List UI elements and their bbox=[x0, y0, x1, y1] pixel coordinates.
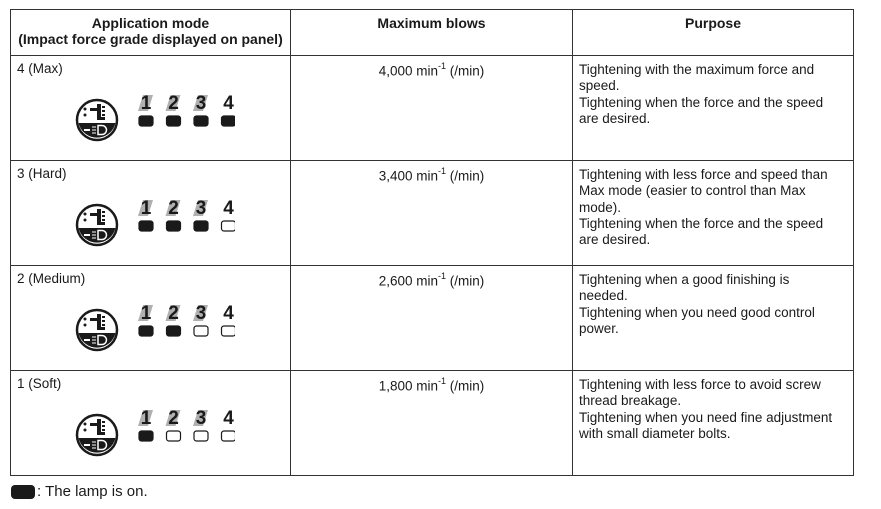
purpose-line: with small diameter bolts. bbox=[579, 425, 731, 441]
lamp-legend bbox=[11, 483, 148, 500]
lamp-on-icon bbox=[167, 326, 181, 336]
lamp-on-icon bbox=[11, 485, 35, 499]
header-maximum-blows: Maximum blows bbox=[291, 10, 573, 56]
lamp-on-icon bbox=[139, 116, 153, 126]
blows-exponent: -1 bbox=[438, 166, 447, 176]
impact-force-panel bbox=[75, 405, 235, 467]
svg-text:2: 2 bbox=[168, 93, 179, 114]
mode-label: 3 (Hard) bbox=[17, 166, 67, 181]
table-row bbox=[11, 56, 854, 161]
impact-force-panel bbox=[75, 195, 235, 257]
lamp-off-icon bbox=[194, 326, 208, 336]
lamp-off-icon bbox=[194, 431, 208, 441]
grade-number-2 bbox=[166, 303, 181, 324]
svg-text:4: 4 bbox=[223, 93, 234, 114]
mode-cell bbox=[11, 266, 291, 371]
purpose-line: thread breakage. bbox=[579, 393, 682, 409]
blows-value: 1,800 min bbox=[378, 378, 439, 394]
blows-unit: (/min) bbox=[446, 378, 485, 394]
grade-number-3 bbox=[193, 408, 208, 429]
svg-text:2: 2 bbox=[168, 408, 179, 429]
header-purpose: Purpose bbox=[573, 10, 854, 56]
grade-number-4 bbox=[223, 408, 234, 429]
mode-label: 2 (Medium) bbox=[17, 271, 86, 286]
mode-button-icon bbox=[77, 310, 117, 350]
svg-text:3: 3 bbox=[195, 408, 207, 429]
svg-text:3: 3 bbox=[195, 303, 207, 324]
lamp-on-icon bbox=[194, 221, 208, 231]
svg-text:3: 3 bbox=[195, 198, 207, 219]
mode-label: 1 (Soft) bbox=[17, 376, 62, 391]
lamp-off-icon bbox=[167, 431, 181, 441]
grade-number-3 bbox=[193, 93, 208, 114]
svg-text:3: 3 bbox=[195, 93, 207, 114]
blows-cell bbox=[291, 56, 573, 161]
lamp-off-icon bbox=[222, 326, 236, 336]
lamp-on-icon bbox=[222, 116, 236, 126]
grade-number-2 bbox=[166, 198, 181, 219]
svg-text:4: 4 bbox=[223, 303, 234, 324]
svg-text:2: 2 bbox=[168, 303, 179, 324]
blows-cell bbox=[291, 266, 573, 371]
purpose-line: Tightening with less force and speed than bbox=[579, 167, 828, 182]
lamp-on-icon bbox=[139, 326, 153, 336]
blows-value: 2,600 min bbox=[378, 273, 439, 289]
grade-number-4 bbox=[223, 93, 234, 114]
lamp-on-icon bbox=[194, 116, 208, 126]
lamp-off-icon bbox=[222, 221, 236, 231]
blows-cell bbox=[291, 371, 573, 476]
purpose-cell bbox=[573, 56, 854, 161]
mode-label: 4 (Max) bbox=[17, 61, 63, 76]
purpose-line: are desired. bbox=[579, 232, 651, 248]
blows-unit: (/min) bbox=[446, 273, 485, 289]
blows-unit: (/min) bbox=[446, 63, 485, 79]
grade-number-3 bbox=[193, 198, 208, 219]
mode-cell bbox=[11, 56, 291, 161]
purpose-cell bbox=[573, 161, 854, 266]
grade-number-1 bbox=[138, 408, 153, 429]
header-application-mode bbox=[11, 10, 291, 56]
purpose-line: Tightening with the maximum force and bbox=[579, 62, 815, 77]
impact-mode-table bbox=[10, 9, 854, 476]
header-mode-line1: Application mode bbox=[91, 15, 210, 31]
lamp-on-icon bbox=[139, 431, 153, 441]
table-row bbox=[11, 371, 854, 476]
blows-exponent: -1 bbox=[438, 61, 447, 71]
grade-number-4 bbox=[223, 198, 234, 219]
blows-unit: (/min) bbox=[446, 168, 485, 184]
purpose-line: Tightening when a good finishing is bbox=[579, 272, 790, 287]
table-row bbox=[11, 161, 854, 266]
lamp-legend-text: : The lamp is on. bbox=[37, 483, 148, 500]
purpose-line: Tightening with less force to avoid screw bbox=[579, 377, 821, 392]
purpose-line: are desired. bbox=[579, 110, 651, 126]
purpose-line: power. bbox=[579, 320, 619, 336]
svg-text:1: 1 bbox=[140, 198, 152, 219]
impact-force-panel bbox=[75, 90, 235, 152]
grade-number-2 bbox=[166, 408, 181, 429]
mode-button-icon bbox=[77, 415, 117, 455]
mode-cell bbox=[11, 371, 291, 476]
blows-value: 4,000 min bbox=[378, 63, 439, 79]
mode-button-icon bbox=[77, 100, 117, 140]
svg-text:1: 1 bbox=[140, 93, 152, 114]
mode-button-icon bbox=[77, 205, 117, 245]
svg-text:4: 4 bbox=[223, 198, 234, 219]
grade-number-1 bbox=[138, 198, 153, 219]
panel-display bbox=[75, 195, 235, 257]
blows-exponent: -1 bbox=[438, 376, 447, 386]
lamp-off-icon bbox=[222, 431, 236, 441]
header-mode-line2: (Impact force grade displayed on panel) bbox=[18, 31, 283, 47]
purpose-line: needed. bbox=[579, 288, 628, 304]
lamp-on-icon bbox=[139, 221, 153, 231]
lamp-on-icon bbox=[167, 116, 181, 126]
svg-text:2: 2 bbox=[168, 198, 179, 219]
svg-text:4: 4 bbox=[223, 408, 234, 429]
grade-number-1 bbox=[138, 303, 153, 324]
purpose-line: Tightening when the force and the speed bbox=[579, 215, 824, 231]
impact-force-panel bbox=[75, 300, 235, 362]
svg-text:1: 1 bbox=[140, 303, 152, 324]
table-header-row bbox=[11, 10, 854, 56]
panel-display bbox=[75, 90, 235, 152]
purpose-cell bbox=[573, 371, 854, 476]
blows-exponent: -1 bbox=[438, 271, 447, 281]
mode-cell bbox=[11, 161, 291, 266]
blows-value: 3,400 min bbox=[378, 168, 439, 184]
lamp-on-icon bbox=[167, 221, 181, 231]
grade-number-1 bbox=[138, 93, 153, 114]
purpose-cell bbox=[573, 266, 854, 371]
table-row bbox=[11, 266, 854, 371]
purpose-line: speed. bbox=[579, 78, 620, 94]
blows-cell bbox=[291, 161, 573, 266]
purpose-line: mode). bbox=[579, 199, 622, 215]
purpose-line: Tightening when you need fine adjustment bbox=[579, 409, 833, 425]
panel-display bbox=[75, 405, 235, 467]
svg-text:1: 1 bbox=[140, 408, 152, 429]
grade-number-4 bbox=[223, 303, 234, 324]
purpose-line: Tightening when the force and the speed bbox=[579, 94, 824, 110]
panel-display bbox=[75, 300, 235, 362]
grade-number-2 bbox=[166, 93, 181, 114]
purpose-line: Max mode (easier to control than Max bbox=[579, 183, 806, 199]
purpose-line: Tightening when you need good control bbox=[579, 304, 815, 320]
grade-number-3 bbox=[193, 303, 208, 324]
